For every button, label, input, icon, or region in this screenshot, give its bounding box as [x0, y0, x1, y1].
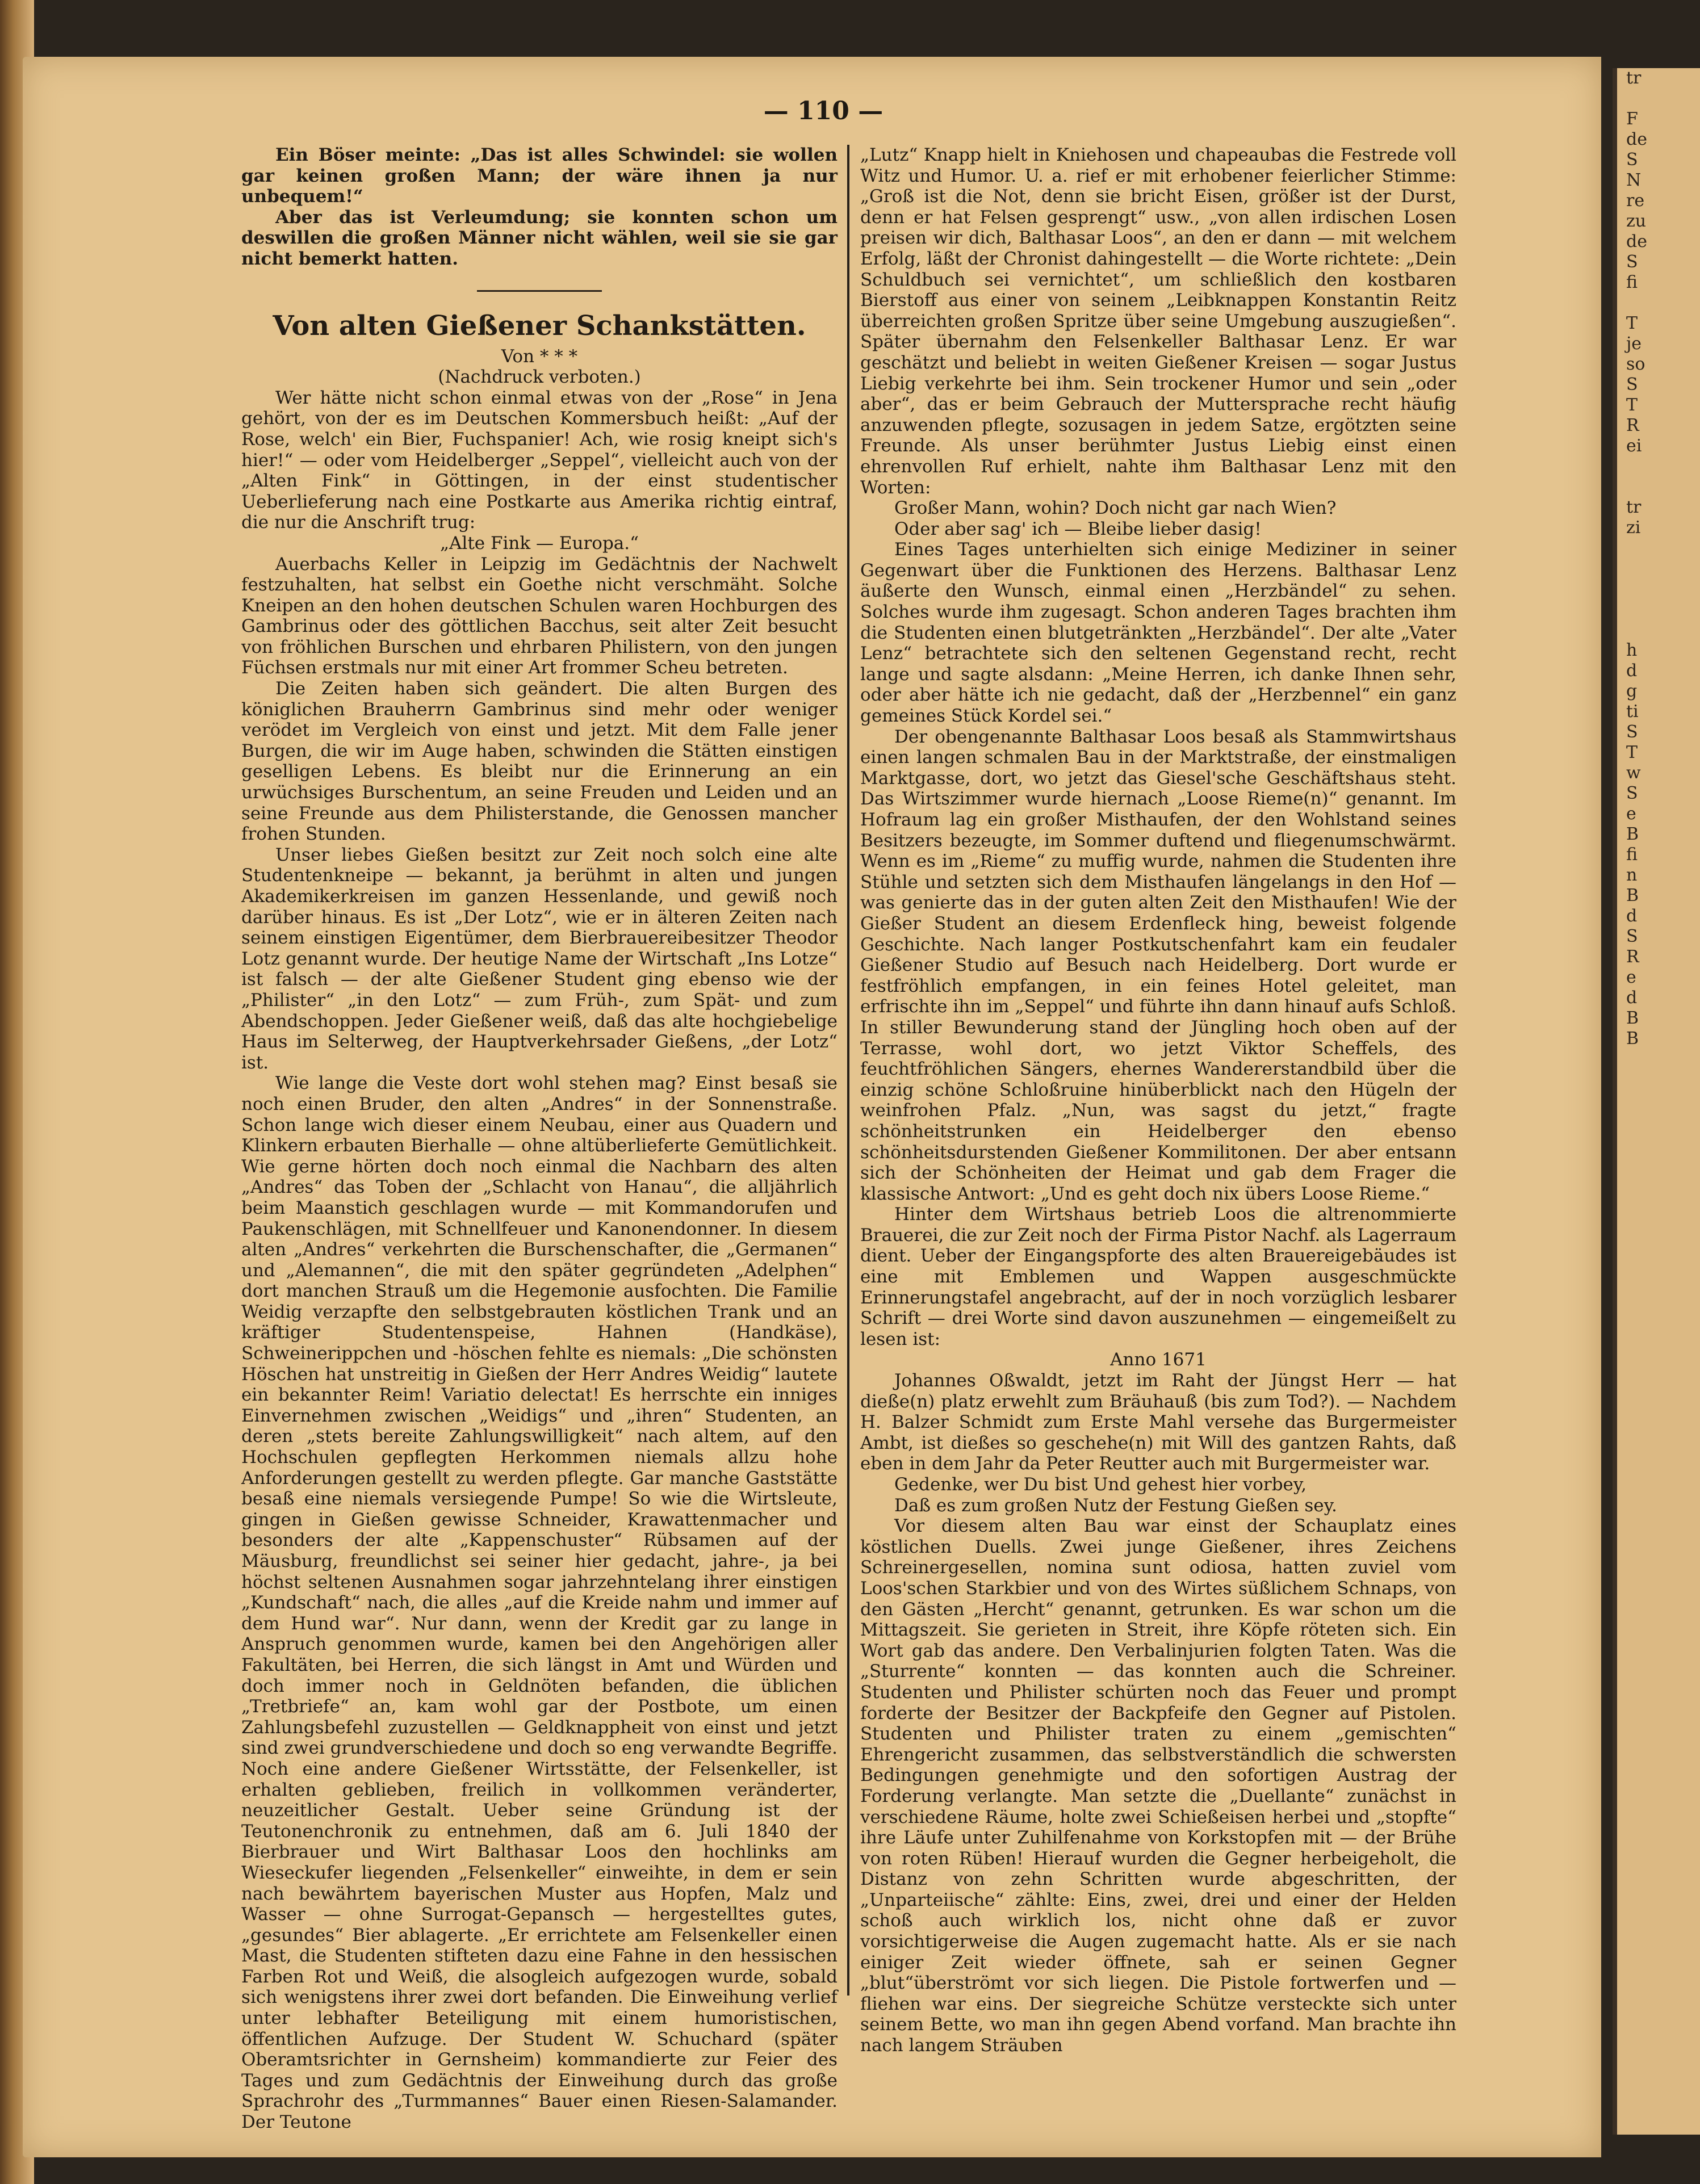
next-page-fragment: e: [1626, 804, 1636, 824]
motto-line: Daß es zum großen Nutz der Festung Gießen sey.: [894, 1495, 1337, 1516]
next-page-fragment: h: [1626, 640, 1638, 660]
next-page-fragment: B: [1626, 1008, 1639, 1028]
next-page-fragment: e: [1626, 967, 1636, 987]
next-page-fragment: B: [1626, 886, 1639, 906]
next-page-fragment: ti: [1626, 702, 1639, 722]
next-page-fragment: [1617, 538, 1700, 559]
article-paragraph: Auerbachs Keller in Leipzig im Gedächtnis der Nachwelt festzuhalten, hat selbst ein Goethe nicht verschmäht. Solche Kneipen an den hohen deutschen Schulen waren Hochburgen des Gambrinus oder des göttlichen Bacchus, seit alter Zeit besucht von fröhlichen Burschen und ehrbaren Philistern, von den jungen Füchsen erstmals nur mit einer Art frommer Scheu betreten.: [241, 554, 838, 678]
next-page-fragment: F: [1626, 109, 1638, 129]
right-column: [860, 145, 1456, 2056]
next-page-fragment: [1617, 579, 1700, 600]
article-paragraph: Hinter dem Wirtshaus betrieb Loos die altrenommierte Brauerei, die zur Zeit noch der Firma Pistor Nachf. als Lagerraum dient. Ueber der Eingangspforte des alten Brauereigebäudes ist eine mit Emblemen und Wappen ausgeschmückte Erinnerungstafel angebracht, auf der in noch vorzüglich lesbarer Schrift — drei Worte sind davon auszunehmen — eingemeißelt zu lesen ist:: [860, 1204, 1456, 1349]
section-divider: [477, 290, 602, 292]
next-page-fragment: [1617, 456, 1700, 477]
next-page-fragment: d: [1626, 906, 1638, 926]
next-page-fragment: S: [1626, 150, 1638, 170]
next-page-fragment: [1617, 477, 1700, 497]
next-page-fragment: zu: [1626, 211, 1647, 231]
next-page-fragment: [1617, 600, 1700, 620]
next-page-fragment: zi: [1626, 518, 1641, 538]
inscription-year: Anno 1671: [1110, 1349, 1207, 1370]
next-page-fragment: R: [1626, 416, 1639, 435]
article-title: Von alten Gießener Schankstätten.: [273, 309, 806, 342]
page-number: — 110 —: [763, 97, 884, 125]
next-page-fragment: T: [1626, 395, 1638, 415]
motto-line: Gedenke, wer Du bist Und gehest hier vorbey,: [894, 1474, 1307, 1495]
intro-paragraph: Ein Böser meinte: „Das ist alles Schwindel: sie wollen gar keinen großen Mann; der wäre ihnen ja nur unbequem!“: [241, 145, 838, 207]
reprint-note: (Nachdruck verboten.): [438, 367, 641, 388]
left-column: [241, 145, 838, 2133]
next-page-fragment: de: [1626, 129, 1647, 149]
article-paragraph: Unser liebes Gießen besitzt zur Zeit noch solch eine alte Studentenkneipe — bekannt, ja berühmt in alten und jungen Akademikerkreisen im ganzen Hessenlande, und gewiß noch darüber hinaus. Es ist „Der Lotz“, wie er in älteren Zeiten nach seinem einstigen Eigentümer, dem Bierbrauereibesitzer Theodor Lotz genannt wurde. Der heutige Name der Wirtschaft „Ins Lotze“ ist falsch — der alte Gießener Student ging ebenso wie der „Philister“ „in den Lotz“ — zum Früh-, zum Spät- und zum Abendschoppen. Jeder Gießener weiß, daß das alte hochgiebelige Haus im Selterweg, der Hauptverkehrsader Gießens, „der Lotz“ ist.: [241, 844, 838, 1073]
next-page-fragment: [1617, 620, 1700, 640]
next-page-fragment: n: [1626, 865, 1638, 885]
next-page-fragment: S: [1626, 375, 1638, 395]
next-page-fragment: fi: [1626, 845, 1638, 865]
next-page-fragment: ei: [1626, 436, 1642, 456]
next-page-fragment: so: [1626, 354, 1645, 374]
next-page-fragment: S: [1626, 252, 1638, 272]
next-page-fragment: [1617, 293, 1700, 313]
next-page-fragment: [1617, 89, 1700, 109]
verse-line: Oder aber sag' ich — Bleibe lieber dasig!: [894, 518, 1262, 539]
next-page-fragment: d: [1626, 988, 1638, 1008]
article-paragraph: Wie lange die Veste dort wohl stehen mag? Einst besaß sie noch einen Bruder, den alten „Andres“ in der Sonnenstraße. Schon lange wich dieser einem Neubau, einer aus Quadern und Klinkern erbauten Bierhalle — ohne altüberlieferte Gemütlichkeit. Wie gerne hörten doch noch einmal die Nachbarn des alten „Andres“ das Toben der „Schlacht von Hanau“, die alljährlich beim Maanstich geschlagen wurde — mit Kommandorufen und Paukenschlägen, mit Schnellfeuer und Kanonendonner. In diesem alten „Andres“ verkehrten die Burschenschafter, die „Germanen“ und „Alemannen“, die mit den später gegründeten „Adelphen“ dort manchen Strauß um die Hegemonie ausfochten. Die Familie Weidig verzapfte den selbstgebrauten köstlichen Trank und an kräftiger Studentenspeise, Hahnen (Handkäse), Schweinerippchen und -höschen fehlte es niemals: „Die schönsten Höschen hat unstreitig in Gießen der Herr Andres Weidig“ lautete ein bekannter Reim! Variatio delectat! Es herrschte ein inniges Einvernehmen zwischen „Weidigs“ und „ihren“ Studenten, an deren „stets bereite Zahlungswilligkeit“ nach altem, auf den Hochschulen gepflegten Herkommen niemals allzu hohe Anforderungen gestellt zu werden pflegte. Gar manche Gaststätte besaß eine niemals versiegende Pumpe! So wie die Wirtsleute, gingen in Gießen gewisse Schneider, Krawattenmacher und besonders der alte „Kappenschuster“ Rübsamen auf der Mäusburg, freundlichst sei seiner hier gedacht, jahre-, ja bei höchst seltenen Ausnahmen sogar jahrzehntelang ihrer einstigen „Kundschaft“ nach, die alles „auf die Kreide nahm und immer auf dem Hund war“. Nur dann, wenn der Kredit gar zu lange in Anspruch genommen wurde, kamen bei den Angehörigen aller Fakultäten, bei Herren, die sich längst in Amt und Würden und doch immer noch in Geldnöten befanden, die üblichen „Tretbriefe“ an, kam wohl gar der Postbote, um einen Zahlungsbefehl zuzustellen — Geldknappheit von einst und jetzt sind zwei grundverschiedene und doch so eng verwandte Begriffe. Noch eine andere Gießener Wirtsstätte, der Felsenkeller, ist erhalten geblieben, freilich in vollkommen veränderter, neuzeitlicher Gestalt. Ueber seine Gründung ist der Teutonenchronik zu entnehmen, daß am 6. Juli 1840 der Bierbrauer und Wirt Balthasar Loos den hochlinks am Wieseckufer liegenden „Felsenkeller“ einweihte, in dem er sein nach bewährtem bayerischen Muster aus Hopfen, Malz und Wasser — ohne Surrogat-Gepansch — hergestelltes gutes, „gesundes“ Bier ablagerte. „Er errichtete am Felsenkeller einen Mast, die Studenten stifteten dazu eine Fahne in den hessischen Farben Rot und Weiß, die alsogleich aufgezogen wurde, sobald sich wenigstens ihrer zwei dort befanden. Die Einweihung verlief unter lebhafter Beteiligung mit einem humoristischen, öffentlichen Aufzuge. Der Student W. Schuchard (später Oberamtsrichter in Gernsheim) kommandierte zur Feier des Tages und zum Gedächtnis der Einweihung durch das große Sprachrohr des „Turmmannes“ Bauer einen Riesen-Salamander. Der Teutone: [241, 1073, 838, 2133]
next-page-fragment: d: [1626, 661, 1638, 681]
next-page-fragment: fi: [1626, 273, 1638, 292]
next-page-fragment: tr: [1626, 68, 1642, 88]
inscription-text: Johannes Oßwaldt, jetzt im Raht der Jüngst Herr — hat dieße(n) platz erwehlt zum Bräuhauß (bis zum Tod?). — Nachdem H. Balzer Schmidt zum Erste Mahl versehe das Burgermeister Ambt, ist dießes so geschehe(n) mit Will des gantzen Rahts, daß eben in dem Jahr da Peter Reutter auch mit Burgermeister war.: [860, 1370, 1456, 1474]
byline: Von * * *: [501, 346, 578, 367]
next-page-fragment: g: [1626, 681, 1638, 701]
article-paragraph: Eines Tages unterhielten sich einige Mediziner in seiner Gegenwart über die Funktionen des Herzens. Balthasar Lenz äußerte den Wunsch, einmal einen „Herzbändel“ zu sehen. Solches wurde ihm zugesagt. Schon anderen Tages brachten ihm die Studenten einen blutgetränkten „Herzbändel“. Der alte „Vater Lenz“ betrachtete sich den seltenen Gegenstand recht, recht lange und sagte alsdann: „Meine Herren, ich danke Ihnen sehr, oder aber hätte ich nie gedacht, daß der „Herzbennel“ ein ganz gemeines Stück Kordel sei.“: [860, 539, 1456, 727]
next-page-fragment: S: [1626, 722, 1638, 742]
verse-line: Großer Mann, wohin? Doch nicht gar nach Wien?: [894, 498, 1337, 519]
next-page-fragment: [1617, 559, 1700, 579]
next-page-fragment: B: [1626, 1029, 1639, 1049]
address-line: „Alte Fink — Europa.“: [439, 533, 639, 554]
article-paragraph: Vor diesem alten Bau war einst der Schauplatz eines köstlichen Duells. Zwei junge Gießener, ihres Zeichens Schreinergesellen, nomina sunt odiosa, hatten zuviel vom Loos'schen Starkbier und von des Wirtes süßlichem Schnaps, von den Gästen „Hercht“ genannt, getrunken. Es war schon um die Mittagszeit. Sie gerieten in Streit, ihre Köpfe röteten sich. Ein Wort gab das andere. Den Verbalinjurien folgten Taten. Was die „Sturrente“ konnten — das konnten auch die Schreiner. Studenten und Philister schürten noch das Feuer und prompt forderte der Besitzer der Backpfeife den Gegner auf Pistolen. Studenten und Philister traten zu einem „gemischten“ Ehrengericht zusammen, das selbstverständlich die schwersten Bedingungen genehmigte und den sofortigen Austrag der Forderung verlangte. Man setzte die „Duellante“ zunächst in verschiedene Räume, holte zwei Schießeisen herbei und „stopfte“ ihre Läufe unter Zuhilfenahme von Korkstopfen mit — der Brühe von roten Rüben! Hierauf wurden die Gegner herbeigeholt, die Distanz von zehn Schritten wurde abgeschritten, der „Unparteiische“ zählte: Eins, zwei, drei und einer der Helden schoß auch wirklich los, nicht ohne daß er zuvor vorsichtigerweise die Augen zugemacht hatte. Als er sie nach einiger Zeit wieder öffnete, sah er seinen Gegner „blut“überströmt vor sich liegen. Die Pistole fortwerfen und — fliehen war eins. Der siegreiche Schütze versteckte sich unter seinem Bette, wo man ihn gegen Abend vorfand. Man brachte ihn nach langem Sträuben: [860, 1516, 1456, 2056]
next-page-fragment: w: [1626, 763, 1641, 783]
column-rule: [847, 145, 849, 1996]
article-paragraph: Die Zeiten haben sich geändert. Die alten Burgen des königlichen Brauherrn Gambrinus sind mehr oder weniger verödet im Vergleich von einst und jetzt. Mit dem Falle jener Burgen, die wir im Auge haben, schwinden die Stätten einstigen geselligen Lebens. Es bleibt nur die Erinnerung an ein urwüchsiges Burschentum, an seine Freuden und Leiden und an seine Freunde aus dem Philisterstande, die Genossen mancher frohen Stunden.: [241, 678, 838, 845]
next-page-fragment: tr: [1626, 497, 1642, 517]
next-page-fragment: R: [1626, 947, 1639, 967]
article-paragraph: Wer hätte nicht schon einmal etwas von der „Rose“ in Jena gehört, von der es im Deutschen Kommersbuch heißt: „Auf der Rose, welch' ein Bier, Fuchspanier! Ach, wie rosig kneipt sich's hier!“ — oder vom Heidelberger „Seppel“, vielleicht auch von der „Alten Fink“ in Göttingen, in der einst studentischer Ueberlieferung nach eine Postkarte aus Amerika richtig eintraf, die nur die Anschrift trug:: [241, 387, 838, 533]
next-page-fragment: B: [1626, 824, 1639, 844]
next-page-fragment: T: [1626, 743, 1638, 762]
next-page-fragment: de: [1626, 232, 1647, 251]
adjacent-page-edge: [1613, 68, 1700, 2135]
article-paragraph: „Lutz“ Knapp hielt in Kniehosen und chapeaubas die Festrede voll Witz und Humor. U. a. rief er mit erhobener feierlicher Stimme: „Groß ist die Not, denn sie bricht Eisen, größer ist der Durst, denn er hat Felsen gesprengt“ usw., „von allen irdischen Losen preisen wir dich, Balthasar Loos“, an den er dann — mit welchem Erfolg, läßt der Chronist dahingestellt — die Worte richtete: „Dein Schuldbuch sei vernichtet“, um schließlich den kostbaren Bierstoff aus einer von seinem „Leibknappen Konstantin Reitz überreichten großen Spritze über seine Umgebung auszugießen“. Später übernahm den Felsenkeller Balthasar Lenz. Er war geschätzt und beliebt in weiten Gießener Kreisen — sogar Justus Liebig verkehrte bei ihm. Sein trockener Humor und sein „oder aber“, das er beim Gebrauch der Muttersprache recht häufig anzuwenden pflegte, sozusagen in jedem Satze, ergötzten seine Freunde. Als unser berühmter Justus Liebig einst einen ehrenvollen Ruf erhielt, nahte ihm Balthasar Lenz mit den Worten:: [860, 145, 1456, 498]
next-page-fragment: S: [1626, 783, 1638, 803]
intro-paragraph: Aber das ist Verleumdung; sie konnten schon um deswillen die großen Männer nicht wählen, weil sie sie gar nicht bemerkt hatten.: [241, 207, 838, 269]
next-page-fragment: je: [1626, 334, 1642, 354]
next-page-fragment: N: [1626, 170, 1642, 190]
article-paragraph: Der obengenannte Balthasar Loos besaß als Stammwirtshaus einen langen schmalen Bau in der Marktstraße, der einstmaligen Marktgasse, dort, wo jetzt das Giesel'sche Geschäftshaus steht. Das Wirtszimmer wurde hiernach „Loose Rieme(n)“ genannt. Im Hofraum lag ein großer Misthaufen, der den Wohlstand seines Besitzers bezeugte, im Sommer duftend und fliegenumschwärmt. Wenn es im „Rieme“ zu muffig wurde, nahmen die Studenten ihre Stühle und setzten sich dem Misthaufen längelangs in den Hof — was genierte das in der guten alten Zeit den Misthaufen! Wie der Gießer Student an diesem Erdenfleck hing, beweist folgende Geschichte. Nach langer Postkutschenfahrt kam ein feudaler Gießener Studio auf Besuch nach Heidelberg. Dort wurde er festfröhlich empfangen, in ein feines Hotel geleitet, man erfrischte ihn im „Seppel“ und führte ihn dann hinauf aufs Schloß. In stiller Bewunderung stand der Jüngling hoch oben auf der Terrasse, wohl dort, wo jetzt Viktor Scheffels, des feuchtfröhlichen Sängers, ehernes Wandererstandbild über die einzig schöne Schloßruine hinüberblickt nach den Hügeln der weinfrohen Pfalz. „Nun, was sagst du jetzt,“ fragte schönheitstrunken ein Heidelberger den ebenso schönheitsdurstenden Gießener Kommilitonen. Der aber entsann sich der Schönheiten der Heimat und gab dem Frager die klassische Antwort: „Und es geht doch nix übers Loose Rieme.“: [860, 726, 1456, 1204]
next-page-fragment: S: [1626, 927, 1638, 946]
next-page-fragment: T: [1626, 313, 1638, 333]
next-page-fragment: re: [1626, 191, 1645, 211]
